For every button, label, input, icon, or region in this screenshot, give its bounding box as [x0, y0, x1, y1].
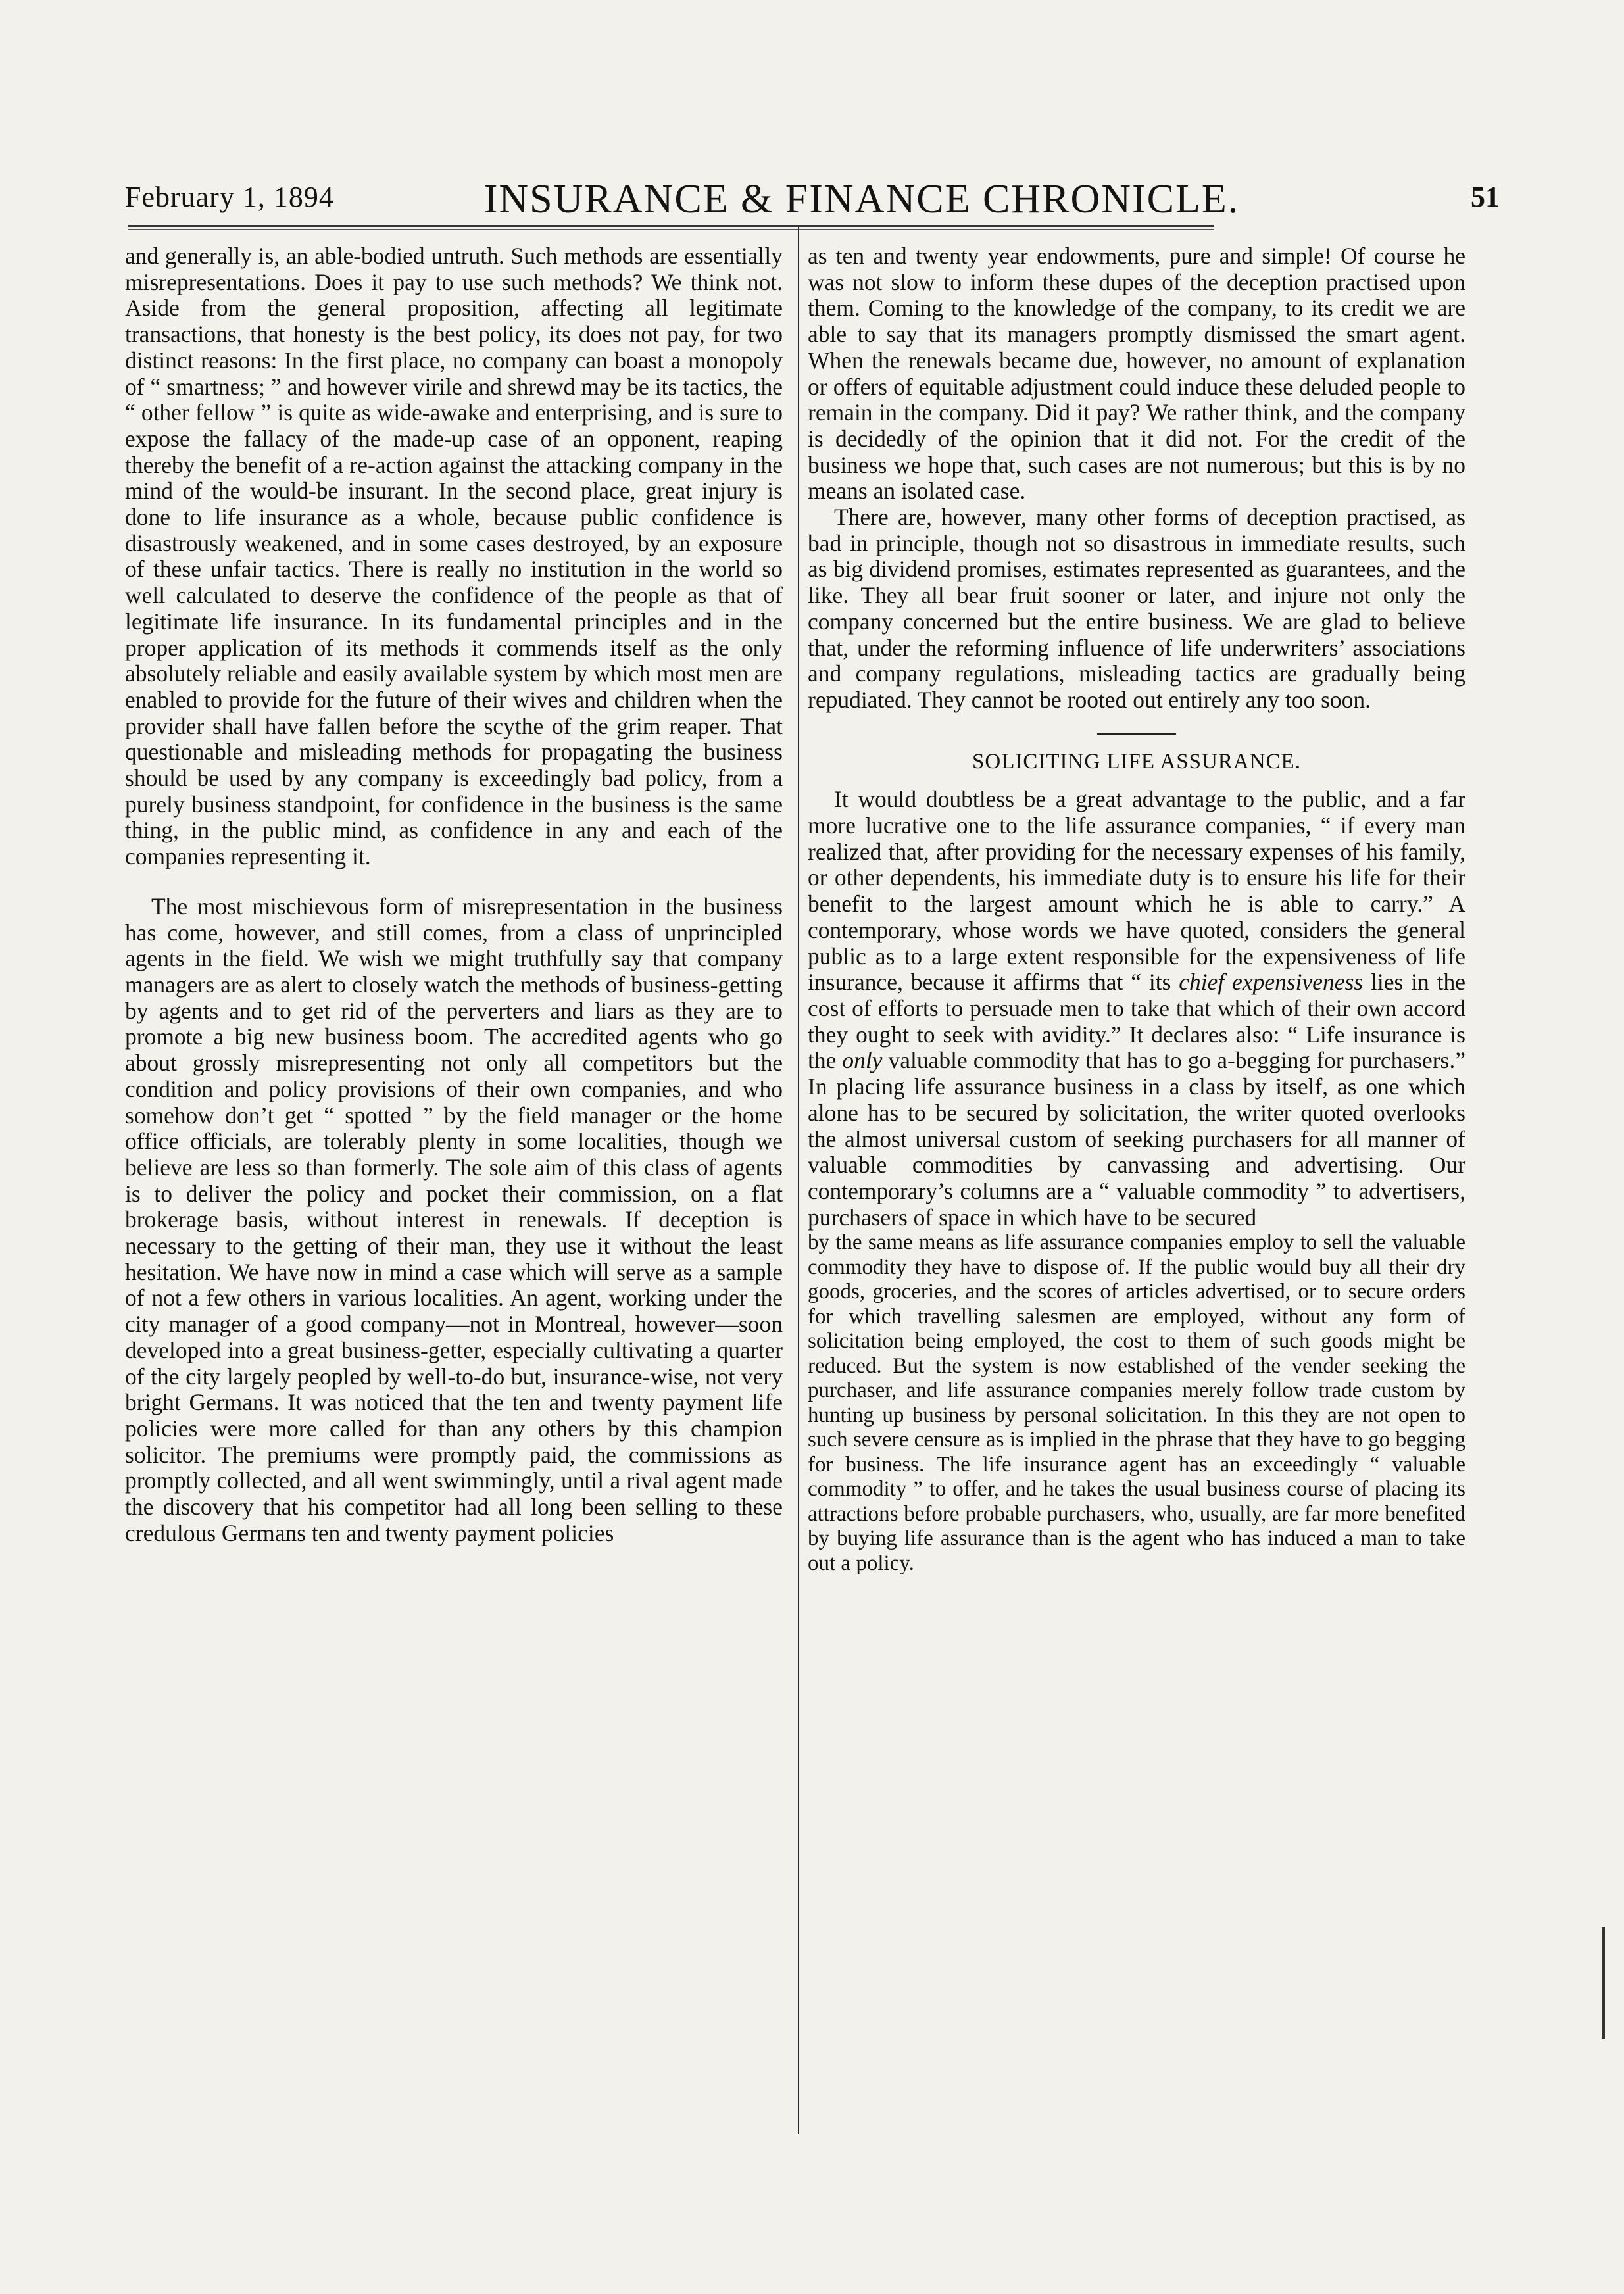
- paragraph: The most mischievous form of misrepresentation in the business has come, however, and still comes, from a class of unprincipled agents in the field. We wish we might truthfully say that company managers are as alert to closely watch the methods of business-getting by agents and to get rid of the perverters and liars as they are to promote a big new business boom. The accredited agents who go about grossly misrepresenting not only all competitors but the condition and policy provisions of their own companies, and who somehow don’t get “ spotted ” by the field manager or the home office officials, are tolerably plenty in some localities, though we believe are less so than formerly. The sole aim of this class of agents is to deliver the policy and pocket their commission, on a flat brokerage basis, without interest in renewals. If deception is necessary to the getting of their man, they use it without the least hesitation. We have now in mind a case which will serve as a sample of not a few others in various localities. An agent, working under the city manager of a good company—not in Montreal, however—soon developed into a great business-getter, especially cultivating a quarter of the city largely peopled by well-to-do but, insurance-wise, not very bright Germans. It was noticed that the ten and twenty payment life policies were more called for than any others by this champion solicitor. The premiums were promptly paid, the commissions as promptly collected, and all went swimmingly, until a rival agent made the discovery that his competitor had all long been selling to these credulous Germans ten and twenty payment policies: [125, 892, 783, 1546]
- text-run: lies in the cost of efforts to persuade men to take that which of their own accord they ought to seek with avidity.” It declares also: “ Life insurance is the: [808, 969, 1466, 1074]
- text-run: valuable commodity that has to go a-begging for purchasers.” In placing life assurance business in a class by itself, as one which alone has to be secured by solicitation, the writer quoted overlooks the almost universal custom of seeking purchasers for all manner of valuable commodities by canvassing and advertising. Our contemporary’s columns are a “ valuable commodity ” to advertisers, purchasers of space in which have to be secured: [808, 1047, 1466, 1231]
- section-rule: [1097, 733, 1176, 735]
- paragraph: [808, 787, 1465, 1231]
- page-number: 51: [1471, 181, 1500, 213]
- issue-date: February 1, 1894: [125, 181, 334, 213]
- paragraph: and generally is, an able-bodied untruth. Such methods are essentially misrepresentations. Does it pay to use such methods? We think not. Aside from the general proposition, affecting all legitimate transactions, that honesty is the best policy, its does not pay, for two distinct reasons: In the first place, no company can boast a monopoly of “ smartness; ” and however virile and shrewd may be its tactics, the “ other fellow ” is quite as wide-awake and enterprising, and is sure to expose the fallacy of the made-up case of an opponent, reaping thereby the benefit of a re-action against the attacking company in the mind of the would-be insurant. In the second place, great injury is done to life insurance as a whole, because public confidence is disastrously weakened, and in some cases destroyed, by an exposure of these unfair tactics. There is really no institution in the world so well calculated to deserve the confidence of the people as that of legitimate life insurance. In its fundamental principles and in the proper application of its methods it commends itself as the only absolutely reliable and easily available system by which most men are enabled to provide for the future of their wives and children when the provider shall have fallen before the scythe of the grim reaper. That questionable and misleading methods for propagating the business should be used by any company is exceedingly bad policy, from a purely business standpoint, for confidence in the business is the same thing, in the public mind, as confidence in any and each of the companies representing it.: [125, 243, 783, 870]
- right-column: [808, 243, 1465, 1576]
- paragraph: as ten and twenty year endowments, pure and simple! Of course he was not slow to inform these dupes of the deception practised upon them. Coming to the knowledge of the company, to its credit we are able to say that its managers promptly dismissed the smart agent. When the renewals became due, however, no amount of explanation or offers of equitable adjustment could induce these deluded people to remain in the company. Did it pay? We rather think, and the company is decidedly of the opinion that it did not. For the credit of the business we hope that, such cases are not numerous; but this is by no means an isolated case.: [808, 243, 1465, 504]
- publication-title: INSURANCE & FINANCE CHRONICLE.: [483, 177, 1240, 222]
- header-rule: [128, 225, 1214, 230]
- paragraph: There are, however, many other forms of deception practised, as bad in principle, though not so disastrous in immediate results, such as big dividend promises, estimates represented as guarantees, and the like. They all bear fruit sooner or later, and injure not only the company concerned but the entire business. We are glad to believe that, under the reforming influence of life underwriters’ associations and company regulations, misleading tactics are gradually being repudiated. They cannot be rooted out entirely any too soon.: [808, 504, 1465, 713]
- column-divider: [798, 227, 799, 2134]
- scan-edge-mark: [1602, 1927, 1605, 2039]
- paragraph-gap: [125, 870, 783, 894]
- paragraph-continued: by the same means as life assurance companies employ to sell the valuable commodity they have to dispose of. If the public would buy all their dry goods, groceries, and the scores of articles advertised, or to secure orders for which travelling salesmen are employed, without any form of solicitation being employed, the cost to them of such goods might be reduced. But the system is now established of the vender seeking the purchaser, and life assurance companies merely follow trade custom by hunting up business by personal solicitation. In this they are not open to such severe censure as is implied in the phrase that they have to go begging for business. The life insurance agent has an exceedingly “ valuable commodity ” to offer, and he takes the usual business course of placing its attractions before probable purchasers, who, usually, are far more benefited by buying life assurance than is the agent who has induced a man to take out a policy.: [808, 1231, 1465, 1575]
- text-run: It would doubtless be a great advantage to the public, and a far more lucrative one to the life assurance companies, “ if every man realized that, after providing for the necessary expenses of his family, or other dependents, his immediate duty is to ensure his life for their benefit to the largest amount which he is able to carry.” A contemporary, whose words we have quoted, considers the general public as to a large extent responsible for the expensiveness of life insurance, because it affirms that “ its: [808, 786, 1465, 996]
- page-header: [125, 176, 1500, 222]
- left-column: [125, 243, 783, 1546]
- italic-run: chief expensiveness: [1179, 969, 1364, 996]
- italic-run: only: [842, 1047, 883, 1074]
- section-heading: SOLICITING LIFE ASSURANCE.: [972, 749, 1301, 773]
